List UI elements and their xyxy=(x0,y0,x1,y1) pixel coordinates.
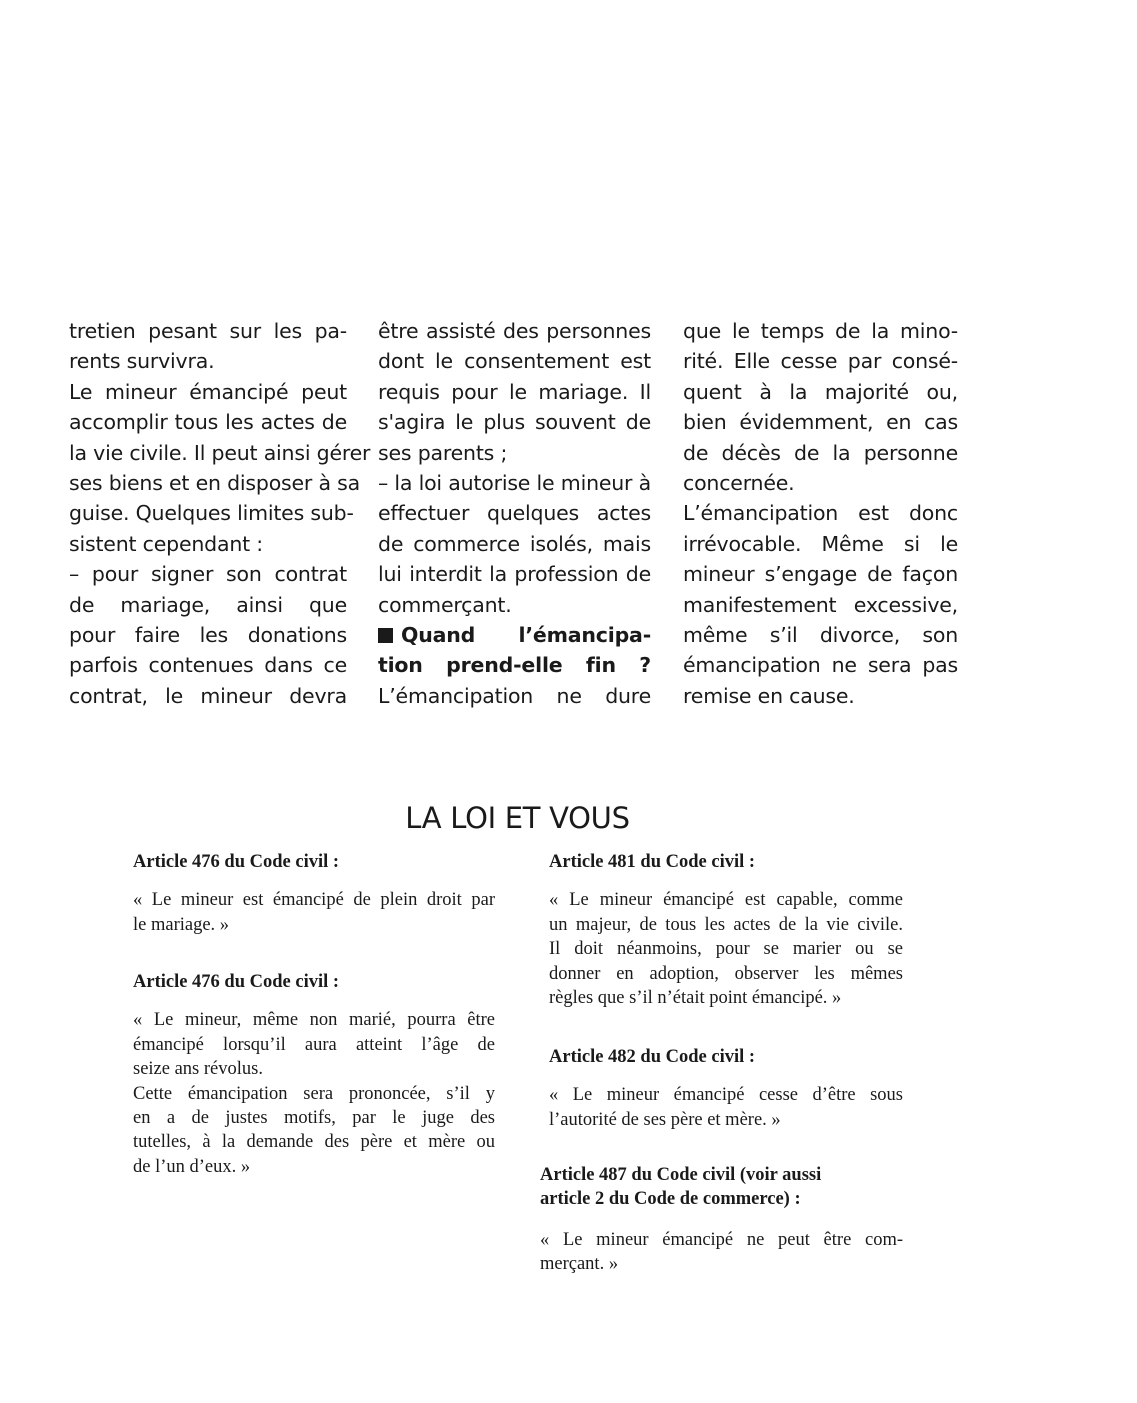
text-line: rents survivra. xyxy=(69,349,215,374)
text-line: commerçant. xyxy=(378,592,512,617)
article-line: « Le mineur émancipé cesse d’être sous xyxy=(549,1085,903,1106)
text-line: de mariage, ainsi que xyxy=(69,592,347,617)
text-line: la vie civile. Il peut ainsi gérer xyxy=(69,440,371,465)
article-heading: Article 482 du Code civil : xyxy=(549,1047,756,1067)
subheading-text: Quand l’émancipa- xyxy=(401,623,651,648)
article-line: merçant. » xyxy=(540,1254,619,1275)
article-line: donner en adoption, observer les mêmes xyxy=(549,963,903,984)
article-line: « Le mineur est émancipé de plein droit par xyxy=(133,890,495,911)
article-line: règles que s’il n’était point émancipé. » xyxy=(549,988,842,1009)
article-line: « Le mineur émancipé ne peut être com- xyxy=(540,1229,903,1250)
text-line: ses biens et en disposer à sa xyxy=(69,471,360,496)
text-line: remise en cause. xyxy=(683,683,855,708)
text-line: concernée. xyxy=(683,471,795,496)
article-line: en a de justes motifs, par le juge des xyxy=(133,1108,495,1129)
text-line: contrat, le mineur devra xyxy=(69,683,347,708)
text-column-1 xyxy=(69,316,371,711)
text-line: émancipation ne sera pas xyxy=(683,653,958,678)
text-line: être assisté des personnes xyxy=(378,319,651,343)
text-line: parfois contenues dans ce xyxy=(69,653,347,678)
article-block xyxy=(133,970,495,1179)
article-block xyxy=(540,1163,903,1277)
article-line: « Le mineur, même non marié, pourra être xyxy=(133,1010,495,1031)
article-line: tutelles, à la demande des père et mère ou xyxy=(133,1132,495,1153)
article-heading: Article 476 du Code civil : xyxy=(133,972,340,992)
text-line: rité. Elle cesse par consé- xyxy=(683,349,958,374)
text-column-3 xyxy=(683,316,958,711)
text-line: bien évidemment, en cas xyxy=(683,410,958,435)
article-line: émancipé lorsqu’il aura atteint l’âge de xyxy=(133,1034,495,1055)
article-text xyxy=(549,888,903,1010)
text-line: dont le consentement est xyxy=(378,349,651,374)
article-line: Cette émancipation sera prononcée, s’il y xyxy=(133,1083,495,1104)
text-line: quent à la majorité ou, xyxy=(683,379,958,404)
article-block xyxy=(549,850,903,1010)
text-line: – pour signer son contrat xyxy=(69,562,347,587)
article-line: Il doit néanmoins, pour se marier ou se xyxy=(549,939,903,960)
text-line: L’émancipation est donc xyxy=(683,501,958,526)
article-text xyxy=(549,1083,903,1132)
text-column-2 xyxy=(378,316,651,711)
article-line: « Le mineur émancipé est capable, comme xyxy=(549,890,903,911)
text-line: requis pour le mariage. Il xyxy=(378,379,651,404)
text-line: ses parents ; xyxy=(378,440,508,465)
text-line: accomplir tous les actes de xyxy=(69,410,347,435)
text-line: mineur s’engage de façon xyxy=(683,562,958,587)
article-heading: Article 481 du Code civil : xyxy=(549,852,756,872)
text-line: pour faire les donations xyxy=(69,623,347,648)
text-line: lui interdit la profession de xyxy=(378,562,651,587)
square-bullet-icon xyxy=(378,628,393,643)
article-text xyxy=(540,1228,903,1277)
article-heading: Article 476 du Code civil : xyxy=(133,852,340,872)
text-line: de commerce isolés, mais xyxy=(378,531,651,556)
section-title: LA LOI ET VOUS xyxy=(405,801,630,835)
text-line: s'agira le plus souvent de xyxy=(378,410,651,435)
text-line: tretien pesant sur les pa- xyxy=(69,319,347,343)
text-line: manifestement excessive, xyxy=(683,592,958,617)
text-line: sistent cependant : xyxy=(69,531,263,556)
text-line: guise. Quelques limites sub- xyxy=(69,501,354,526)
text-line: L’émancipation ne dure xyxy=(378,683,651,708)
subheading-line xyxy=(378,620,651,650)
article-block xyxy=(133,850,495,937)
text-line: irrévocable. Même si le xyxy=(683,531,958,556)
text-line: même s’il divorce, son xyxy=(683,623,958,648)
text-line: effectuer quelques actes xyxy=(378,501,651,526)
article-heading-line: Article 487 du Code civil (voir aussi xyxy=(540,1165,822,1185)
text-line: que le temps de la mino- xyxy=(683,319,958,343)
text-line: – la loi autorise le mineur à xyxy=(378,471,651,496)
article-line: seize ans révolus. xyxy=(133,1059,263,1080)
subheading-line: tion prend-elle fin ? xyxy=(378,653,651,678)
article-line: le mariage. » xyxy=(133,914,230,935)
text-line: de décès de la personne xyxy=(683,440,958,465)
article-heading-line: article 2 du Code de commerce) : xyxy=(540,1189,801,1210)
article-text xyxy=(133,888,495,937)
article-text xyxy=(133,1008,495,1179)
article-heading xyxy=(540,1163,903,1212)
article-block xyxy=(549,1045,903,1132)
article-line: un majeur, de tous les actes de la vie civile. xyxy=(549,914,903,935)
article-line: l’autorité de ses père et mère. » xyxy=(549,1109,781,1130)
text-line: Le mineur émancipé peut xyxy=(69,379,347,404)
article-line: de l’un d’eux. » xyxy=(133,1156,251,1177)
